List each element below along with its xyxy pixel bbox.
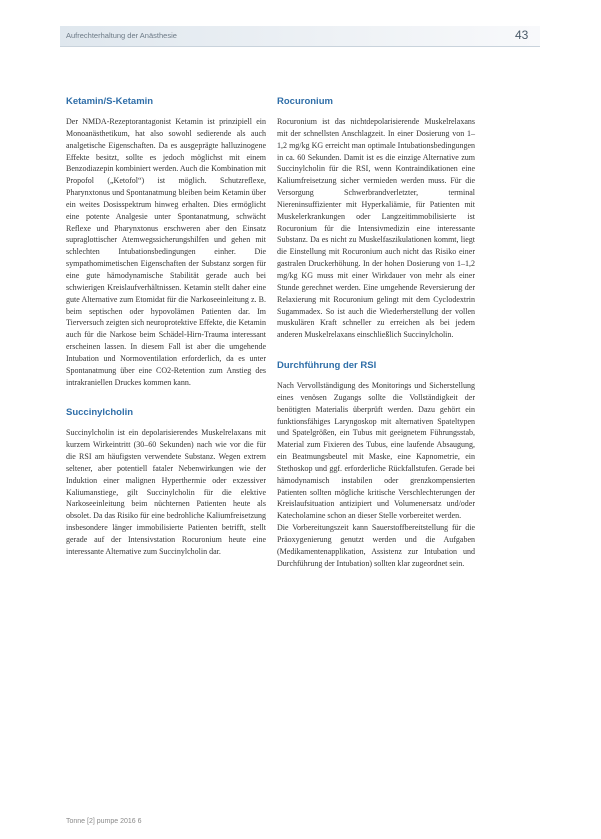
page-number: 43	[515, 28, 529, 42]
paragraph-rsi-preparation: Nach Vervollständigung des Monitorings und Sicherstellung eines venösen Zugangs sollte die Vollständigkeit der benötigten Materialis überprüft werden. Dazu gehört ein funktionsfähiges Laryngoskop mit alternativen Spateltypen und Spatelgrößen, ein Tubus mit geeignetem Führungsstab, Material zum Fixieren des Tubus, eine laufende Absaugung, ein Beatmungsbeutel mit Maske, eine Kapnometrie, ein Stethoskop und ggf. erforderliche Rückfallstufen. Gerade bei hämodynamisch instabilen oder grenzkompensierten Patienten sollten mögliche kritische Verschlechterungen der Kreislaufsituation antizipiert und Volumenersatz und/oder Katecholamine schon an dieser Stelle vorbereitet werden.	[277, 381, 475, 521]
left-column	[66, 96, 266, 558]
paragraph-rocuronium: Rocuronium ist das nichtdepolarisierende Muskelrelaxans mit der schnellsten Anschlagzeit. In einer Dosierung von 1–1,2 mg/kg KG erreicht man optimale Intubationsbedingungen in ca. 60 Sekunden. Damit ist es die einzige Alternative zum Succinylcholin für die RSI, wenn Kontraindikationen eine Kaliumfreisetzung sicher vermieden werden muss. Für die Versorgung Schwerbrandverletzter, terminal Niereninsuffizienter mit Hyperkaliämie, für Patienten mit Muskelerkrankungen oder Langzeitimmobilisierte ist Rocuronium für die Intensivmedizin eine interessante Substanz. Da es nicht zu Muskelfaszikulationen kommt, liegt die Einstellung mit Rocuronium auch nicht das Risiko einer gastralen Druckerhöhung. In der hohen Dosierung von 1–1,2 mg/kg KG muss mit einer Wirkdauer von mehr als einer Stunde gerechnet werden. Eine umgehende Reversierung der Relaxierung mit Rocuronium gelingt mit dem Cyclodextrin Sugammadex. So ist auch die Wiederherstellung der vollen muskulären Kraft schneller zu erreichen als bei jedem anderen Muskelrelaxans einschließlich Succinylcholin.	[277, 117, 475, 340]
paragraph-ketamin: Der NMDA-Rezeptorantagonist Ketamin ist prinzipiell ein Monoanästhetikum, hat also sowohl sedierende als auch analgetische Eigenschaften. Da es ausgeprägte halluzinogene Effekte besitzt, sollte es jedoch möglichst mit einem Benzodiazepin kombiniert werden. Auch die Kombination mit Propofol („Ketofol“) ist möglich. Schutzreflexe, Pharynxtonus und Spontanatmung bleiben beim Ketamin über ein weites Dosisspektrum hinweg erhalten. Dies ermöglicht eine potente Analgesie unter Spontanatmung, schwächt Reflexe und Pharynxtonus erschweren aber den Einsatz supraglottischer Atemwegssicherungshilfen und gehen mit schlechten Intubationsbedingungen einher. Die sympathomimetischen Eigenschaften der Substanz sorgen für eine gute hämodynamische Stabilität gerade auch bei schwierigen Kreislaufverhältnissen. Ketamin stellt daher eine gute Alternative zum Etomidat für die Narkoseeinleitung z. B. beim septischen oder hypovolämen Patienten dar. Im Tierversuch zeigten sich neuroprotektive Effekte, die Ketamin auch für die Narkose beim Schädel-Hirn-Trauma interessant erscheinen lassen. In diesem Fall ist aber die umgehende Intubation und Normoventilation erforderlich, da es unter Spontanatmung über eine CO2-Retention zum Anstieg des intrakraniellen Druckes kommen kann.	[66, 117, 266, 387]
running-head: Aufrechterhaltung der Anästhesie	[66, 31, 177, 40]
section-heading-rocuronium: Rocuronium	[277, 96, 333, 107]
section-spacer	[66, 388, 266, 407]
section-heading-ketamin: Ketamin/S-Ketamin	[66, 96, 154, 107]
section-heading-rsi: Durchführung der RSI	[277, 360, 377, 372]
paragraph-rsi-preoxygenation: Die Vorbereitungszeit kann Sauerstoffbereitstellung für die Präoxygenierung genutzt werden und die Aufgaben (Medikamentenapplikation, Assistenz zur Intubation und Durchführung der Intubation) sollten klar zugeordnet sein.	[277, 523, 475, 568]
paragraph-succinylcholin: Succinylcholin ist ein depolarisierendes Muskelrelaxans mit kurzem Wirkeintritt (30–60 Sekunden) nach wie vor die für die RSI am häufigsten verwendete Substanz. Wegen extrem seltener, aber potentiell fataler Nebenwirkungen wie der Induktion einer malignen Hyperthermie oder exzessiver Kaliumanstiege, gilt Succinylcholin für die elektive Narkoseeinleitung beim nüchternen Patienten heute als obsolet. Da das Risiko für eine bedrohliche Kaliumfreisetzung insbesondere länger immobilisierte Patienten betrifft, stellt gerade auf der Intensivstation Rocuronium heute eine interessante Alternative zum Succinylcholin dar.	[66, 428, 266, 556]
right-column	[277, 96, 475, 570]
section-heading-succinylcholin: Succinylcholin	[66, 407, 134, 419]
section-spacer	[277, 341, 475, 360]
header-rule	[60, 46, 540, 47]
page-footer: Tonne [2] pumpe 2016 6	[66, 818, 142, 825]
